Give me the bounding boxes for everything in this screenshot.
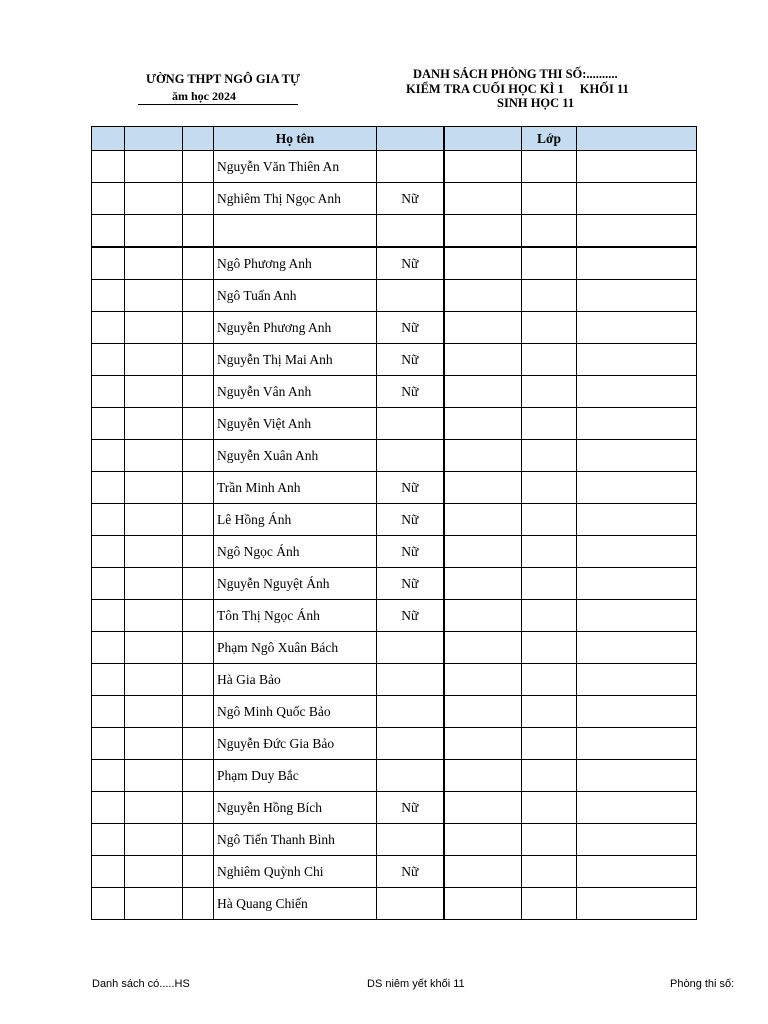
empty-cell [444, 312, 522, 344]
empty-cell [183, 856, 214, 888]
empty-cell [577, 536, 697, 568]
empty-cell [577, 440, 697, 472]
empty-cell [125, 408, 183, 440]
student-name-cell: Ngô Ngọc Ánh [214, 536, 377, 568]
empty-cell [522, 632, 577, 664]
gender-cell: Nữ [377, 856, 444, 888]
empty-cell [577, 344, 697, 376]
empty-cell [522, 440, 577, 472]
empty-cell [183, 376, 214, 408]
empty-cell [183, 792, 214, 824]
gender-cell: Nữ [377, 792, 444, 824]
empty-cell [522, 151, 577, 183]
empty-cell [92, 888, 125, 920]
empty-cell [92, 247, 125, 280]
empty-cell [577, 504, 697, 536]
empty-cell [183, 215, 214, 248]
empty-cell [125, 632, 183, 664]
empty-cell [577, 247, 697, 280]
empty-cell [125, 280, 183, 312]
empty-cell [92, 632, 125, 664]
empty-cell [183, 696, 214, 728]
empty-cell [444, 792, 522, 824]
empty-cell [444, 888, 522, 920]
empty-cell [444, 247, 522, 280]
student-name-cell: Nghiêm Thị Ngọc Anh [214, 183, 377, 215]
student-name-cell: Trần Minh Anh [214, 472, 377, 504]
empty-cell [577, 664, 697, 696]
empty-cell [183, 440, 214, 472]
empty-cell [577, 376, 697, 408]
table-row [92, 504, 697, 536]
table-row [92, 792, 697, 824]
column-header [444, 127, 522, 151]
table-row [92, 728, 697, 760]
student-name-cell: Tôn Thị Ngọc Ánh [214, 600, 377, 632]
student-name-cell: Nguyễn Hồng Bích [214, 792, 377, 824]
empty-cell [183, 344, 214, 376]
empty-cell [92, 792, 125, 824]
empty-cell [92, 536, 125, 568]
table-row [92, 215, 697, 248]
empty-cell [577, 472, 697, 504]
empty-cell [92, 504, 125, 536]
student-name-cell: Hà Quang Chiến [214, 888, 377, 920]
empty-cell [444, 151, 522, 183]
empty-cell [522, 408, 577, 440]
empty-cell [444, 568, 522, 600]
empty-cell [92, 440, 125, 472]
empty-cell [183, 536, 214, 568]
empty-cell [183, 728, 214, 760]
footer-room-number: Phòng thi số: [670, 978, 735, 990]
empty-cell [92, 183, 125, 215]
empty-cell [125, 856, 183, 888]
empty-cell [183, 600, 214, 632]
empty-cell [125, 792, 183, 824]
empty-cell [92, 376, 125, 408]
empty-cell [125, 376, 183, 408]
empty-cell [92, 151, 125, 183]
empty-cell [577, 632, 697, 664]
empty-cell [125, 728, 183, 760]
empty-cell [183, 408, 214, 440]
empty-cell [444, 183, 522, 215]
empty-cell [577, 280, 697, 312]
empty-cell [92, 760, 125, 792]
student-roster-table [91, 126, 697, 920]
empty-cell [92, 568, 125, 600]
student-name-cell: Nguyễn Văn Thiên An [214, 151, 377, 183]
empty-cell [522, 696, 577, 728]
column-header-name: Họ tên [214, 127, 377, 151]
empty-cell [183, 183, 214, 215]
empty-cell [444, 696, 522, 728]
empty-cell [92, 215, 125, 248]
empty-cell [577, 408, 697, 440]
student-name-cell: Phạm Duy Bắc [214, 760, 377, 792]
empty-cell [444, 280, 522, 312]
empty-cell [183, 888, 214, 920]
gender-cell: Nữ [377, 568, 444, 600]
student-name-cell: Ngô Tuấn Anh [214, 280, 377, 312]
table-row [92, 472, 697, 504]
table-row [92, 760, 697, 792]
school-year: ăm học 2024 [172, 89, 236, 103]
empty-cell [444, 824, 522, 856]
empty-cell [444, 856, 522, 888]
empty-cell [92, 408, 125, 440]
empty-cell [522, 215, 577, 248]
empty-cell [444, 632, 522, 664]
student-name-cell: Lê Hồng Ánh [214, 504, 377, 536]
table-row [92, 408, 697, 440]
empty-cell [92, 472, 125, 504]
subject-title: SINH HỌC 11 [497, 96, 575, 110]
column-header [92, 127, 125, 151]
empty-cell [125, 696, 183, 728]
table-row [92, 664, 697, 696]
empty-cell [92, 312, 125, 344]
gender-cell: Nữ [377, 600, 444, 632]
gender-cell [377, 408, 444, 440]
gender-cell [377, 280, 444, 312]
empty-cell [125, 504, 183, 536]
gender-cell [377, 888, 444, 920]
gender-cell: Nữ [377, 504, 444, 536]
table-row [92, 856, 697, 888]
empty-cell [92, 696, 125, 728]
gender-cell [377, 440, 444, 472]
table-row [92, 312, 697, 344]
empty-cell [444, 760, 522, 792]
empty-cell [125, 824, 183, 856]
empty-cell [92, 280, 125, 312]
empty-cell [125, 536, 183, 568]
column-header [577, 127, 697, 151]
empty-cell [444, 600, 522, 632]
table-row [92, 824, 697, 856]
empty-cell [522, 856, 577, 888]
student-name-cell: Phạm Ngô Xuân Bách [214, 632, 377, 664]
exam-name: KIỂM TRA CUỐI HỌC KÌ 1 [406, 82, 564, 96]
empty-cell [125, 151, 183, 183]
column-header [183, 127, 214, 151]
gender-cell: Nữ [377, 472, 444, 504]
column-header [125, 127, 183, 151]
footer-student-count: Danh sách có.....HS [92, 978, 190, 990]
empty-cell [183, 312, 214, 344]
exam-title [406, 82, 629, 97]
empty-cell [183, 824, 214, 856]
empty-cell [577, 183, 697, 215]
student-name-cell: Nguyễn Xuân Anh [214, 440, 377, 472]
gender-cell: Nữ [377, 247, 444, 280]
empty-cell [522, 792, 577, 824]
empty-cell [522, 664, 577, 696]
empty-cell [522, 536, 577, 568]
empty-cell [125, 600, 183, 632]
document-title: DANH SÁCH PHÒNG THI SỐ:.......... [413, 67, 618, 81]
empty-cell [444, 344, 522, 376]
empty-cell [577, 600, 697, 632]
table-row [92, 280, 697, 312]
empty-cell [125, 760, 183, 792]
empty-cell [92, 344, 125, 376]
empty-cell [125, 568, 183, 600]
empty-cell [522, 824, 577, 856]
empty-cell [183, 632, 214, 664]
empty-cell [125, 440, 183, 472]
student-name-cell [214, 215, 377, 248]
table-row [92, 568, 697, 600]
gender-cell: Nữ [377, 344, 444, 376]
empty-cell [125, 664, 183, 696]
empty-cell [92, 824, 125, 856]
empty-cell [444, 536, 522, 568]
empty-cell [92, 664, 125, 696]
empty-cell [183, 664, 214, 696]
gender-cell: Nữ [377, 536, 444, 568]
empty-cell [577, 696, 697, 728]
empty-cell [522, 568, 577, 600]
table-row [92, 888, 697, 920]
empty-cell [577, 824, 697, 856]
gender-cell [377, 696, 444, 728]
student-name-cell: Nguyễn Phương Anh [214, 312, 377, 344]
empty-cell [444, 728, 522, 760]
empty-cell [183, 151, 214, 183]
empty-cell [522, 344, 577, 376]
table-row [92, 440, 697, 472]
student-name-cell: Hà Gia Bảo [214, 664, 377, 696]
empty-cell [522, 376, 577, 408]
empty-cell [522, 504, 577, 536]
table-row [92, 600, 697, 632]
empty-cell [183, 247, 214, 280]
gender-cell [377, 824, 444, 856]
empty-cell [125, 472, 183, 504]
empty-cell [522, 280, 577, 312]
table-row [92, 247, 697, 280]
student-name-cell: Nguyễn Vân Anh [214, 376, 377, 408]
empty-cell [577, 856, 697, 888]
column-header [377, 127, 444, 151]
empty-cell [577, 312, 697, 344]
student-name-cell: Nguyễn Việt Anh [214, 408, 377, 440]
empty-cell [444, 440, 522, 472]
empty-cell [522, 183, 577, 215]
student-name-cell: Nguyễn Thị Mai Anh [214, 344, 377, 376]
empty-cell [577, 728, 697, 760]
empty-cell [183, 760, 214, 792]
table-row [92, 344, 697, 376]
gender-cell: Nữ [377, 312, 444, 344]
table-header-row [92, 127, 697, 151]
empty-cell [577, 151, 697, 183]
empty-cell [522, 760, 577, 792]
table-row [92, 696, 697, 728]
gender-cell: Nữ [377, 183, 444, 215]
empty-cell [577, 888, 697, 920]
empty-cell [92, 856, 125, 888]
empty-cell [125, 183, 183, 215]
empty-cell [444, 664, 522, 696]
grade-label: KHỐI 11 [579, 82, 629, 96]
empty-cell [183, 568, 214, 600]
empty-cell [522, 312, 577, 344]
empty-cell [444, 472, 522, 504]
table-row [92, 536, 697, 568]
empty-cell [577, 760, 697, 792]
school-name: ƯỜNG THPT NGÔ GIA TỰ [146, 72, 300, 86]
school-underline [138, 104, 298, 105]
empty-cell [125, 344, 183, 376]
empty-cell [183, 280, 214, 312]
gender-cell [377, 760, 444, 792]
table-row [92, 632, 697, 664]
empty-cell [444, 215, 522, 248]
student-name-cell: Ngô Phương Anh [214, 247, 377, 280]
empty-cell [125, 312, 183, 344]
student-name-cell: Nguyễn Nguyệt Ánh [214, 568, 377, 600]
empty-cell [522, 247, 577, 280]
empty-cell [444, 376, 522, 408]
empty-cell [522, 888, 577, 920]
student-name-cell: Nghiêm Quỳnh Chi [214, 856, 377, 888]
student-name-cell: Ngô Tiến Thanh Bình [214, 824, 377, 856]
gender-cell [377, 664, 444, 696]
empty-cell [444, 408, 522, 440]
empty-cell [125, 215, 183, 248]
gender-cell [377, 151, 444, 183]
empty-cell [183, 472, 214, 504]
empty-cell [183, 504, 214, 536]
table-row [92, 151, 697, 183]
empty-cell [125, 247, 183, 280]
empty-cell [444, 504, 522, 536]
gender-cell [377, 632, 444, 664]
empty-cell [577, 792, 697, 824]
empty-cell [577, 215, 697, 248]
student-name-cell: Ngô Minh Quốc Bảo [214, 696, 377, 728]
empty-cell [522, 728, 577, 760]
student-name-cell: Nguyễn Đức Gia Bảo [214, 728, 377, 760]
empty-cell [522, 472, 577, 504]
empty-cell [522, 600, 577, 632]
column-header-class: Lớp [522, 127, 577, 151]
gender-cell: Nữ [377, 376, 444, 408]
empty-cell [125, 888, 183, 920]
empty-cell [92, 728, 125, 760]
table-row [92, 376, 697, 408]
table-row [92, 183, 697, 215]
footer-list-label: DS niêm yết khối 11 [367, 978, 465, 990]
empty-cell [577, 568, 697, 600]
gender-cell [377, 215, 444, 248]
gender-cell [377, 728, 444, 760]
empty-cell [92, 600, 125, 632]
